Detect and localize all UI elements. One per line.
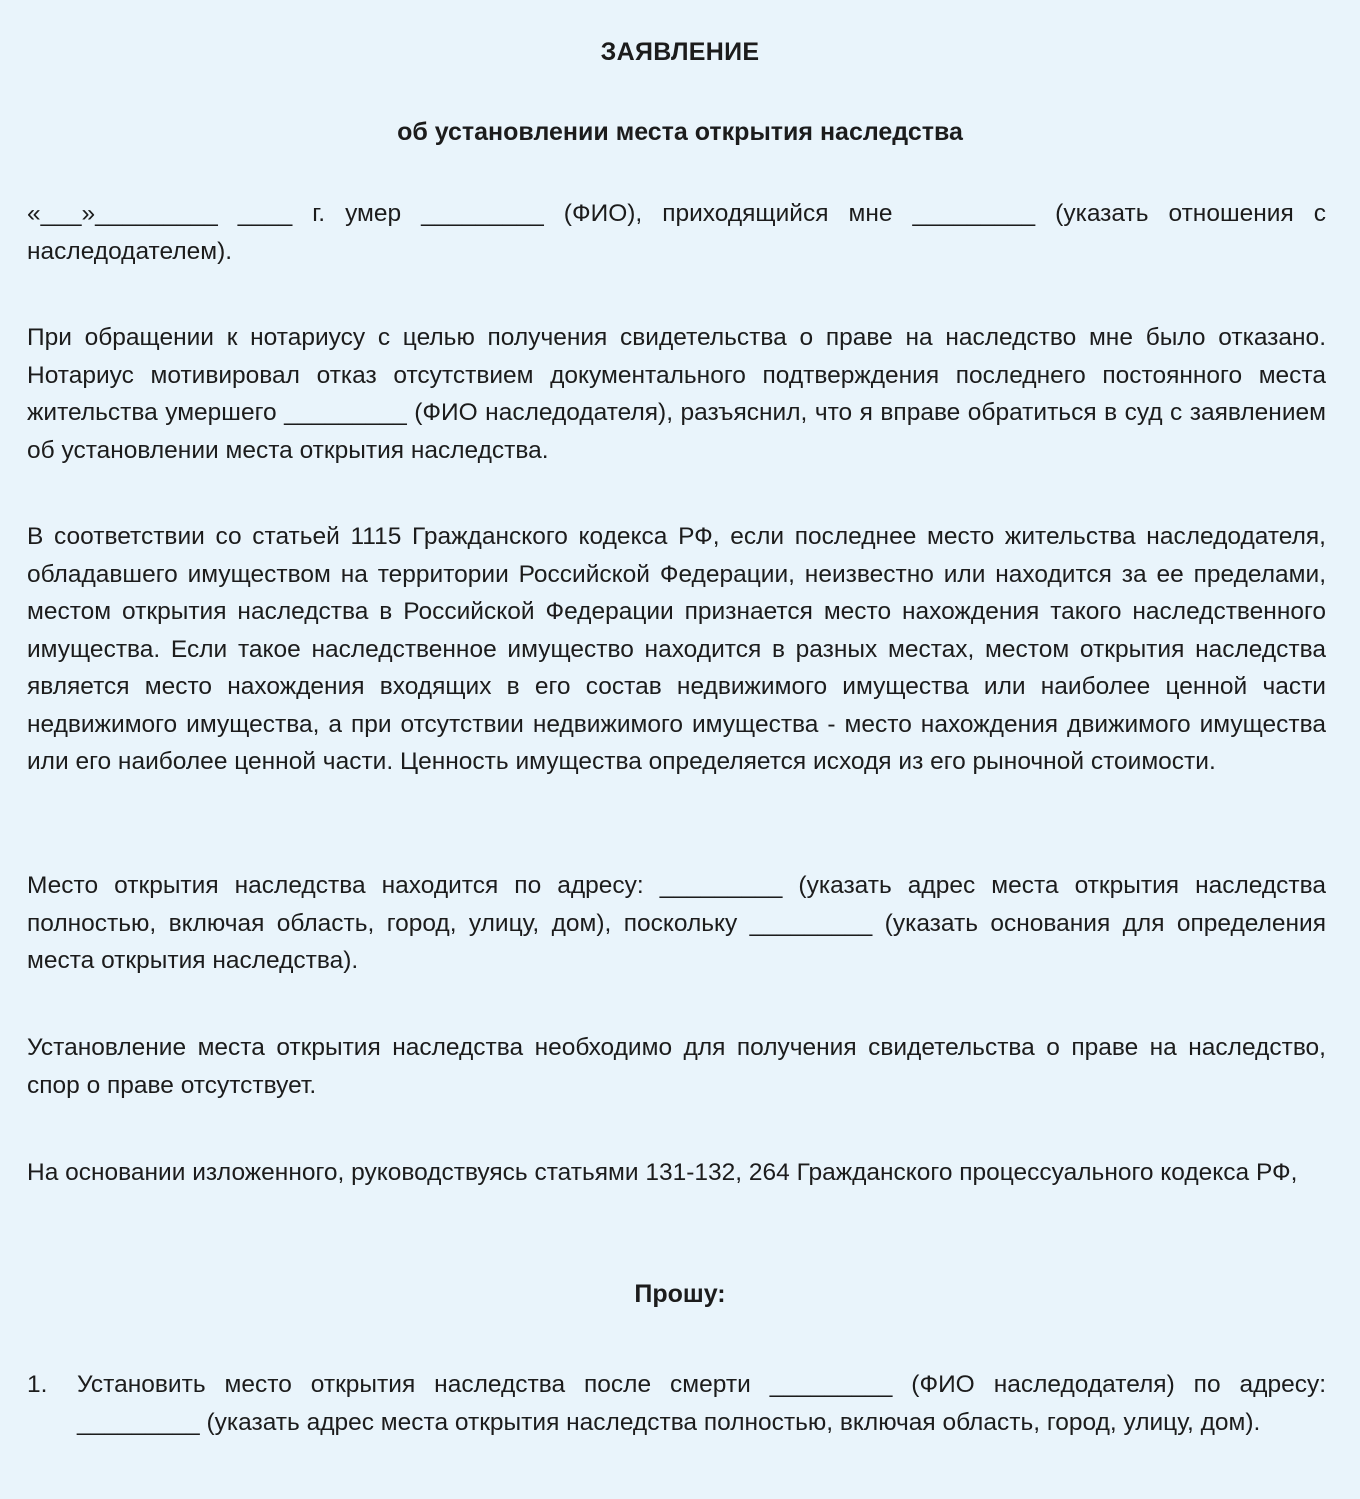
- list-item-number: 1.: [27, 1371, 48, 1398]
- request-list-item: [27, 1366, 1326, 1441]
- document-subtitle: об установлении места открытия наследства: [397, 118, 963, 146]
- paragraph-notary-refusal: При обращении к нотариусу с целью получения свидетельства о праве на наследство мне было отказано. Нотариус мотивировал отказ отсутствием документального подтверждения последнего постоянного места жительства умершего _________ (ФИО наследодателя), разъяснил, что я вправе обратиться в суд с заявлением об установлении места открытия наследства.: [27, 324, 1326, 464]
- paragraph-inheritance-address: Место открытия наследства находится по адресу: _________ (указать адрес места открытия наследства полностью, включая область, город, улицу, дом), поскольку _________ (указать основания для определения места открытия наследства).: [27, 872, 1326, 974]
- request-heading: Прошу:: [634, 1280, 726, 1308]
- paragraph-grounds: На основании изложенного, руководствуясь статьями 131-132, 264 Гражданского процессуального кодекса РФ,: [27, 1159, 1298, 1186]
- paragraph-legal-basis: В соответствии со статьей 1115 Гражданского кодекса РФ, если последнее место жительства наследодателя, обладавшего имуществом на территории Российской Федерации, неизвестно или находится за ее пределами, местом открытия наследства в Российской Федерации признается место нахождения такого наследственного имущества. Если такое наследственное имущество находится в разных местах, местом открытия наследства является место нахождения входящих в его состав недвижимого имущества или наиболее ценной части недвижимого имущества, а при отсутствии недвижимого имущества - место нахождения движимого имущества или его наиболее ценной части. Ценность имущества определяется исходя из его рыночной стоимости.: [27, 523, 1326, 775]
- document-title: ЗАЯВЛЕНИЕ: [600, 38, 760, 66]
- paragraph-necessity: Установление места открытия наследства необходимо для получения свидетельства о праве на наследство, спор о праве отсутствует.: [27, 1034, 1326, 1099]
- list-item-text: Установить место открытия наследства после смерти _________ (ФИО наследодателя) по адресу: _________ (указать адрес места открытия наследства полностью, включая область, город, улицу, дом).: [77, 1371, 1326, 1436]
- paragraph-death-notice: «___»_________ ____ г. умер _________ (ФИО), приходящийся мне _________ (указать отношения с наследодателем).: [27, 200, 1326, 265]
